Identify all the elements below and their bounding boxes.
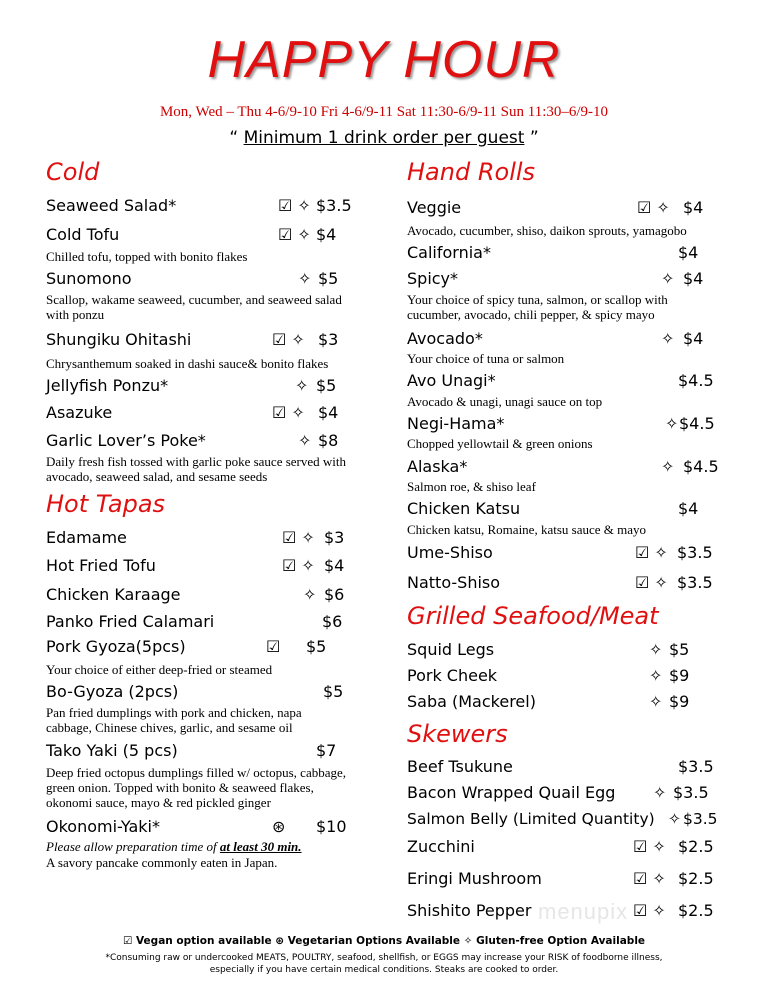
diet-icons: ☑ ✧ [633,837,666,856]
item-name: Avocado* [407,329,483,348]
item-price: $6 [322,612,343,631]
item-name: Ume-Shiso [407,543,493,562]
page-title: HAPPY HOUR [207,31,561,89]
item-description: A savory pancake commonly eaten in Japan. [46,855,278,870]
vegetarian-icon: ⊛ [272,817,286,836]
diet-icons: ☑ ✧ [272,330,305,349]
diet-icons: ☑ ✧ [635,543,668,562]
item-name: Cold Tofu [46,225,120,244]
item-name: Seaweed Salad* [46,196,177,215]
item-name: Squid Legs [407,640,495,659]
item-name: Jellyfish Ponzu* [46,376,169,395]
diet-icons: ✧ [665,414,679,433]
disclaimer-line-2: especially if you have certain medical conditions. Steaks are cooked to order. [209,965,559,975]
item-price: $3.5 [678,757,714,776]
item-price: $3 [318,330,339,349]
diet-icons: ☑ ✧ [278,225,311,244]
item-name: Spicy* [407,269,459,288]
dietary-legend: ☑ Vegan option available ⊛ Vegetarian Options Available ✧ Gluten-free Option Available [122,935,646,947]
item-price: $2.5 [678,869,714,888]
diet-icons: ✧ [298,431,312,450]
diet-icons: ☑ ✧ [637,198,670,217]
item-price: $4 [678,499,699,518]
diet-icons: ☑ ✧ [633,869,666,888]
item-name: Eringi Mushroom [407,869,542,888]
item-name: Chicken Katsu [407,499,521,518]
diet-icons: ✧ [649,666,663,685]
item-description: Pan fried dumplings with pork and chicken, napa cabbage, Chinese chives, garlic, and sesame oil [46,705,302,735]
item-name: Pork Cheek [407,666,498,685]
diet-icons: ✧ [653,783,667,802]
item-price: $3.5 [316,196,352,215]
diet-icons: ☑ ✧ [278,196,311,215]
diet-icons: ☑ ✧ [272,403,305,422]
prep-time-emphasis: at least 30 min. [219,839,302,854]
section-cold-title: Cold [46,158,100,186]
item-price: $4 [324,556,345,575]
item-name: Bo-Gyoza (2pcs) [46,682,179,701]
item-description: Chicken katsu, Romaine, katsu sauce & mayo [407,522,647,537]
hours-line: Mon, Wed – Thu 4-6/9-10 Fri 4-6/9-11 Sat 11:30-6/9-11 Sun 11:30–6/9-10 [159,104,609,120]
item-price: $4 [683,198,704,217]
item-price: $8 [318,431,339,450]
item-name: Saba (Mackerel) [407,692,536,711]
quote-open: “ [229,128,244,148]
item-price: $2.5 [678,837,714,856]
item-name: Tako Yaki (5 pcs) [46,741,178,760]
item-name: Pork Gyoza(5pcs) [46,637,186,656]
item-price: $3.5 [677,573,713,592]
item-description: Daily fresh fish tossed with garlic poke sauce served with avocado, seaweed salad, and sesame seeds [46,454,347,484]
watermark-logo: menupix [538,899,629,924]
quote-close: ” [524,128,539,148]
item-price: $4 [316,225,337,244]
item-name: California* [407,243,491,262]
item-name: Okonomi-Yaki* [46,817,160,836]
item-name: Shungiku Ohitashi [46,330,192,349]
item-description: Avocado & unagi, unagi sauce on top [407,394,603,409]
item-description: Chrysanthemum soaked in dashi sauce& bonito flakes [46,356,329,371]
item-price: $7 [316,741,337,760]
diet-icons: ☑ ✧ [282,556,315,575]
item-price: $3.5 [677,543,713,562]
diet-icons: ✧ [303,585,317,604]
item-price: $5 [316,376,337,395]
item-price: $6 [324,585,345,604]
item-name: Avo Unagi* [407,371,496,390]
item-price: $4.5 [683,457,719,476]
item-name: Sunomono [46,269,132,288]
item-description: Your choice of tuna or salmon [407,351,565,366]
item-description: Chilled tofu, topped with bonito flakes [46,249,248,264]
diet-icons: ✧ [649,692,663,711]
diet-icons: ✧ [661,269,675,288]
section-hand-rolls-title: Hand Rolls [407,158,536,186]
item-description: Salmon roe, & shiso leaf [407,479,536,494]
food-safety-disclaimer [0,952,768,976]
diet-icons: ☑ ✧ [635,573,668,592]
item-name: Shishito Pepper [407,901,532,920]
prep-time-note: Please allow preparation time of [46,839,220,854]
item-description: Your choice of spicy tuna, salmon, or scallop with cucumber, avocado, chili pepper, & spicy mayo [407,292,668,322]
item-name: Negi-Hama* [407,414,505,433]
item-price: $4.5 [678,371,714,390]
item-name: Veggie [407,198,462,217]
section-hot-tapas-title: Hot Tapas [46,490,166,518]
item-name: Zucchini [407,837,475,856]
diet-icons: ✧ [661,457,675,476]
item-price: $9 [669,692,690,711]
section-grilled-title: Grilled Seafood/Meat [407,602,659,630]
item-name: Chicken Karaage [46,585,181,604]
item-price: $4 [683,329,704,348]
diet-icons: ✧ [668,810,681,828]
diet-icons: ☑ ✧ [282,528,315,547]
item-price: $10 [316,817,347,836]
item-price: $3 [324,528,345,547]
diet-icons: ✧ [298,269,312,288]
item-description-note [46,839,358,854]
item-name: Edamame [46,528,127,547]
item-price: $4 [678,243,699,262]
item-price: $9 [669,666,690,685]
diet-icons: ✧ [295,376,309,395]
item-price: $3.5 [673,783,709,802]
disclaimer-line-1: *Consuming raw or undercooked MEATS, POULTRY, seafood, shellfish, or EGGS may increase your RISK of foodborne illness, [105,953,663,963]
diet-icons: ☑ [266,637,281,656]
item-price: $3.5 [683,810,718,828]
diet-icons: ✧ [649,640,663,659]
item-description: Scallop, wakame seaweed, cucumber, and seaweed salad with ponzu [46,292,342,322]
item-description: Deep fried octopus dumplings filled w/ octopus, cabbage, green onion. Topped with bonito & seaweed flakes, okonomi sauce, mayo & red pickled ginger [46,765,347,810]
item-name: Panko Fried Calamari [46,612,215,631]
item-name: Salmon Belly (Limited Quantity) [407,810,655,828]
item-name: Beef Tsukune [407,757,513,776]
item-description: Your choice of either deep-fried or steamed [46,662,273,677]
item-price: $5 [318,269,339,288]
item-price: $4 [318,403,339,422]
diet-icons: ☑ ✧ [633,901,666,920]
section-skewers-title: Skewers [407,720,508,748]
item-description: Avocado, cucumber, shiso, daikon sprouts, yamagobo [407,223,687,238]
item-price: $5 [323,682,344,701]
item-price: $4.5 [679,414,715,433]
item-name: Hot Fried Tofu [46,556,156,575]
item-price: $5 [669,640,690,659]
item-price: $5 [306,637,327,656]
item-name: Bacon Wrapped Quail Egg [407,783,616,802]
item-name: Alaska* [407,457,468,476]
item-name: Asazuke [46,403,113,422]
item-price: $4 [683,269,704,288]
item-name: Garlic Lover’s Poke* [46,431,206,450]
diet-icons: ✧ [661,329,675,348]
item-description: Chopped yellowtail & green onions [407,436,593,451]
minimum-order-text: Minimum 1 drink order per guest [243,128,525,148]
item-price: $2.5 [678,901,714,920]
item-name: Natto-Shiso [407,573,501,592]
minimum-order-note [0,128,768,148]
